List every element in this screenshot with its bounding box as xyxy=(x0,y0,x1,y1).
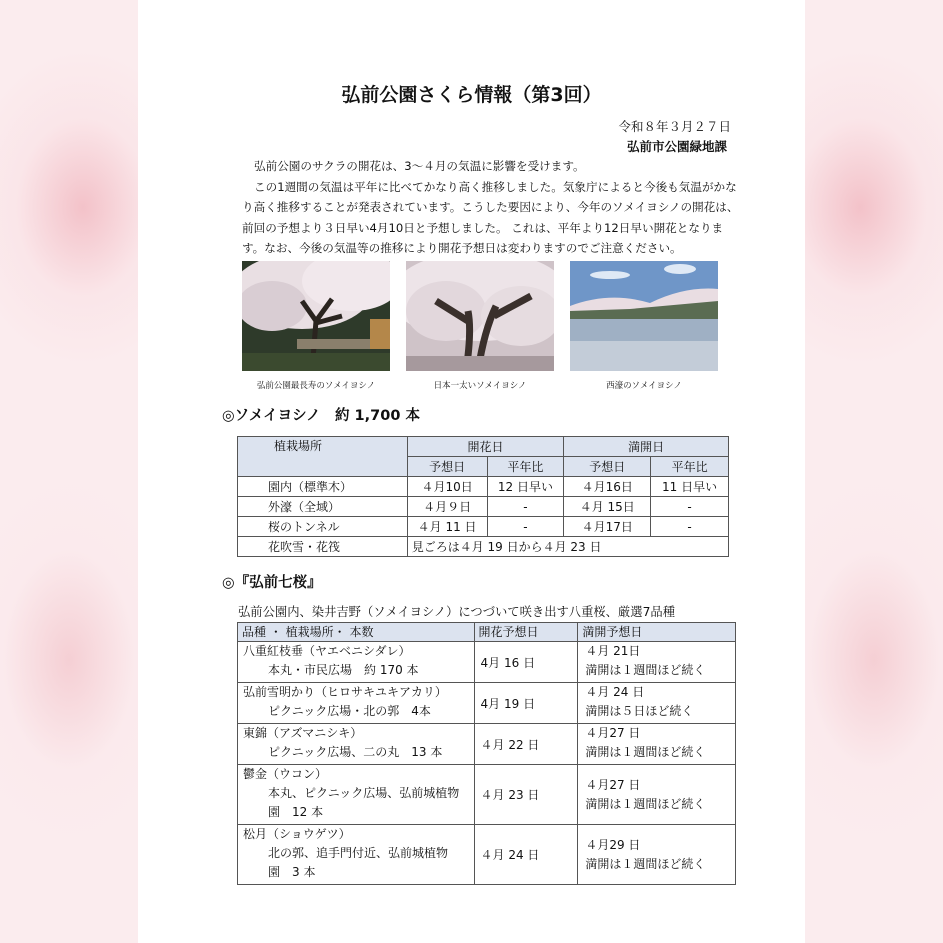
table-row xyxy=(238,517,729,537)
col-header-variety: 品種 ・ 植栽場所・ 本数 xyxy=(238,623,475,642)
variety-location: ピクニック広場・北の郭 4本 xyxy=(268,704,431,718)
open-date: ４月 22 日 xyxy=(474,724,578,765)
table-row xyxy=(238,537,729,557)
variety-name: 鬱金（ウコン） xyxy=(243,767,328,781)
somei-heading: ◎ソメイヨシノ 約 1,700 本 xyxy=(222,408,420,424)
full-date: ４月27 日 xyxy=(585,726,641,740)
intro-text xyxy=(242,156,742,259)
variety-location-cont: 園 12 本 xyxy=(268,805,324,819)
variety-location-cont: 園 3 本 xyxy=(268,865,316,879)
intro-para-1: 弘前公園のサクラの開花は、3～４月の気温に影響を受けます。 xyxy=(254,159,585,173)
col-header-bloom: 開花日 xyxy=(407,437,564,457)
full-duration: 満開は１週間ほど続く xyxy=(585,663,706,677)
table-row xyxy=(238,724,736,765)
photo-oldest-tree xyxy=(242,261,390,371)
table-row xyxy=(238,765,736,825)
cell-place: 外濠（全域） xyxy=(238,497,408,517)
variety-location: 本丸、ピクニック広場、弘前城植物 xyxy=(268,786,460,800)
col-header-place: 植栽場所 xyxy=(238,437,408,477)
seven-heading: ◎『弘前七桜』 xyxy=(222,575,322,591)
cell-full-diff: 11 日早い xyxy=(651,477,729,497)
issue-date: 令和８年３月２７日 xyxy=(618,119,731,134)
col-header-full-pred: 予想日 xyxy=(564,457,651,477)
cell-viewing-period: 見ごろは４月 19 日から４月 23 日 xyxy=(407,537,728,557)
cell-bloom: ４月 11 日 xyxy=(407,517,487,537)
variety-name: 弘前雪明かり（ヒロサキユキアカリ） xyxy=(243,685,447,699)
cell-full: ４月16日 xyxy=(564,477,651,497)
seven-table xyxy=(237,622,736,885)
photo-west-moat xyxy=(570,261,718,371)
cell-full: ４月17日 xyxy=(564,517,651,537)
cell-bloom: ４月10日 xyxy=(407,477,487,497)
variety-location: 本丸・市民広場 約 170 本 xyxy=(268,663,419,677)
variety-name: 東錦（アズマニシキ） xyxy=(243,726,363,740)
cell-bloom: ４月９日 xyxy=(407,497,487,517)
full-duration: 満開は５日ほど続く xyxy=(585,704,694,718)
table-row xyxy=(238,642,736,683)
table-row xyxy=(238,825,736,885)
cell-place: 花吹雪・花筏 xyxy=(238,537,408,557)
cell-full: ４月 15日 xyxy=(564,497,651,517)
left-pink-backdrop xyxy=(0,0,138,943)
variety-location: ピクニック広場、二の丸 13 本 xyxy=(268,745,443,759)
col-header-full-diff: 平年比 xyxy=(651,457,729,477)
department: 弘前市公園緑地課 xyxy=(626,139,727,154)
photo-caption-3: 西濠のソメイヨシノ xyxy=(606,381,682,391)
open-date: ４月 23 日 xyxy=(474,765,578,825)
full-date: ４月29 日 xyxy=(585,837,641,852)
seven-intro: 弘前公園内、染井吉野（ソメイヨシノ）につづいて咲き出す八重桜、厳選7品種 xyxy=(238,605,675,619)
cell-place: 桜のトンネル xyxy=(238,517,408,537)
document-page xyxy=(138,0,805,943)
table-row xyxy=(238,683,736,724)
variety-name: 松月（ショウゲツ） xyxy=(243,827,351,841)
table-row xyxy=(238,497,729,517)
full-duration: 満開は１週間ほど続く xyxy=(585,796,706,811)
somei-table xyxy=(237,436,729,557)
cell-place: 園内（標準木） xyxy=(238,477,408,497)
cell-full-diff: - xyxy=(651,497,729,517)
open-date: 4月 16 日 xyxy=(474,642,578,683)
full-date: ４月27 日 xyxy=(585,777,641,792)
col-header-open: 開花予想日 xyxy=(474,623,578,642)
right-pink-backdrop xyxy=(805,0,943,943)
photo-caption-1: 弘前公園最長寿のソメイヨシノ xyxy=(256,381,376,391)
col-header-full: 満開予想日 xyxy=(578,623,736,642)
full-date: ４月 21日 xyxy=(585,644,641,658)
page-title: 弘前公園さくら情報（第3回） xyxy=(341,84,602,106)
variety-location: 北の郭、追手門付近、弘前城植物 xyxy=(268,846,449,860)
full-duration: 満開は１週間ほど続く xyxy=(585,745,706,759)
open-date: 4月 19 日 xyxy=(474,683,578,724)
photo-thickest-tree xyxy=(406,261,554,371)
col-header-full: 満開日 xyxy=(564,437,729,457)
table-row xyxy=(238,477,729,497)
variety-name: 八重紅枝垂（ヤエベニシダレ） xyxy=(243,644,411,658)
cell-full-diff: - xyxy=(651,517,729,537)
cell-bloom-diff: - xyxy=(487,517,564,537)
cell-bloom-diff: - xyxy=(487,497,564,517)
col-header-bloom-pred: 予想日 xyxy=(407,457,487,477)
full-date: ４月 24 日 xyxy=(585,685,645,699)
open-date: ４月 24 日 xyxy=(474,825,578,885)
intro-para-2: この1週間の気温は平年に比べてかなり高く推移しました。気象庁によると今後も気温がかなり高く推移することが発表されています。こうした要因により、今年のソメイヨシノの開花は、前回の予想より３日早い4月10日と予想しました。 これは、平年より12日早い開花となります。なお、今後の気温等の推移により開花予想日は変わりますのでご注意ください。 xyxy=(242,179,739,255)
full-duration: 満開は１週間ほど続く xyxy=(585,856,706,871)
col-header-bloom-diff: 平年比 xyxy=(487,457,564,477)
photo-caption-2: 日本一太いソメイヨシノ xyxy=(433,381,527,391)
cell-bloom-diff: 12 日早い xyxy=(487,477,564,497)
